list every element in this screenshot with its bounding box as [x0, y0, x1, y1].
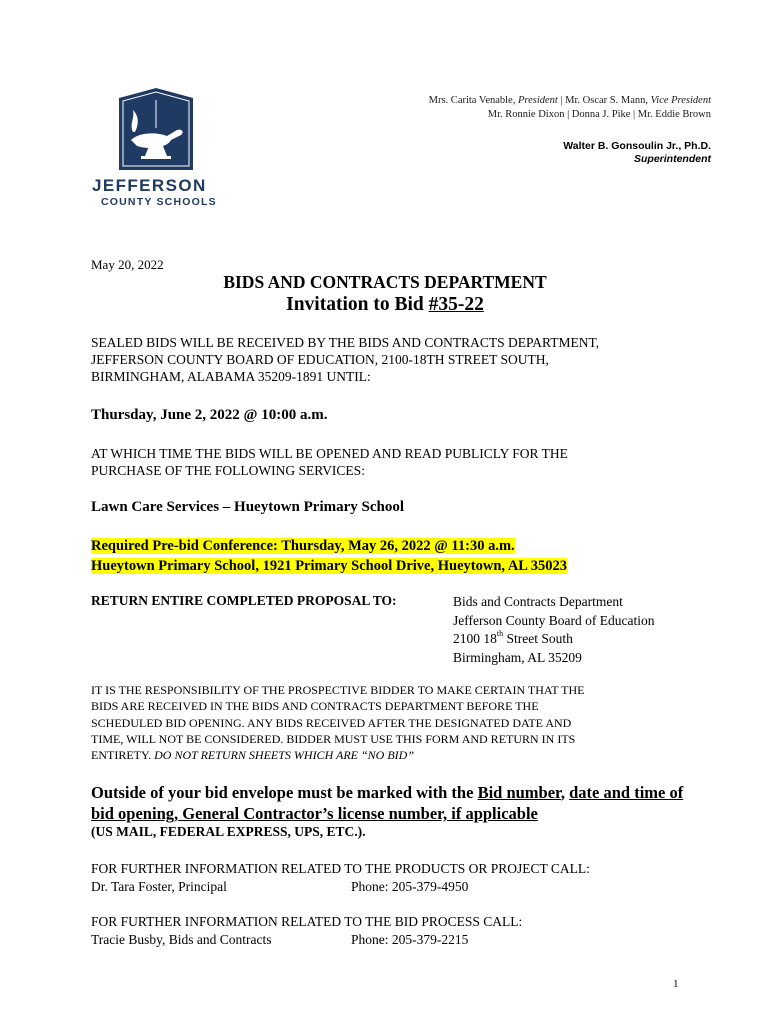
logo-subtitle: COUNTY SCHOOLS — [101, 196, 217, 208]
bid-contact-phone: Phone: 205-379-2215 — [351, 932, 469, 947]
prebid-conference — [91, 536, 567, 576]
invitation-title: Invitation to Bid #35-22 — [286, 294, 484, 315]
return-address: Bids and Contracts Department Jefferson County Board of Education 2100 18th Street South Birmingham, AL 35209 — [453, 594, 655, 665]
district-logo — [92, 88, 232, 208]
opening-paragraph: AT WHICH TIME THE BIDS WILL BE OPENED AND READ PUBLICLY FOR THE PURCHASE OF THE FOLLOWING SERVICES: — [91, 446, 568, 478]
lamp-shield-icon — [119, 88, 193, 170]
department-heading: BIDS AND CONTRACTS DEPARTMENT — [223, 272, 547, 292]
bid-deadline: Thursday, June 2, 2022 @ 10:00 a.m. — [91, 407, 328, 423]
bid-number: #35-22 — [428, 294, 484, 315]
page-number: 1 — [673, 978, 679, 990]
logo-wordmark: JEFFERSON — [92, 176, 207, 195]
bid-contact-name: Tracie Busby, Bids and Contracts — [91, 932, 272, 947]
superintendent-title: Superintendent — [633, 153, 711, 165]
prebid-date: Required Pre-bid Conference: Thursday, May 26, 2022 @ 11:30 a.m. — [91, 538, 515, 554]
document-date: May 20, 2022 — [91, 257, 164, 272]
responsibility-paragraph: IT IS THE RESPONSIBILITY OF THE PROSPECTIVE BIDDER TO MAKE CERTAIN THAT THE BIDS ARE RECEIVED IN THE BIDS AND CONTRACTS DEPARTMENT BEFORE THE SCHEDULED BID OPENING. ANY BIDS RECEIVED AFTER THE DESIGNATED DATE AND TIME, WILL NOT BE CONSIDERED. BIDDER MUST USE THIS FORM AND RETURN IN ITS ENTIRETY. DO NOT RETURN SHEETS WHICH ARE “NO BID” — [91, 683, 585, 763]
sealed-bids-paragraph: SEALED BIDS WILL BE RECEIVED BY THE BIDS AND CONTRACTS DEPARTMENT, JEFFERSON COUNTY BOARD OF EDUCATION, 2100-18TH STREET SOUTH, BIRMINGHAM, ALABAMA 35209-1891 UNTIL: — [91, 335, 600, 384]
project-contact-name: Dr. Tara Foster, Principal — [91, 879, 227, 894]
delivery-methods: (US MAIL, FEDERAL EXPRESS, UPS, ETC.). — [91, 824, 366, 839]
superintendent-block — [563, 140, 711, 166]
return-label: RETURN ENTIRE COMPLETED PROPOSAL TO: — [91, 593, 397, 608]
project-info-heading: FOR FURTHER INFORMATION RELATED TO THE PRODUCTS OR PROJECT CALL: — [91, 861, 590, 876]
service-title: Lawn Care Services – Hueytown Primary School — [91, 499, 405, 515]
envelope-instructions: Outside of your bid envelope must be marked with the Bid number, date and time of bid opening, General Contractor’s license number, if applicable — [91, 783, 684, 823]
project-contact-phone: Phone: 205-379-4950 — [351, 879, 469, 894]
superintendent-name: Walter B. Gonsoulin Jr., Ph.D. — [563, 140, 711, 152]
board-line-1: Mrs. Carita Venable, President | Mr. Oscar S. Mann, Vice President — [428, 95, 711, 106]
bid-process-info-heading: FOR FURTHER INFORMATION RELATED TO THE BID PROCESS CALL: — [91, 914, 523, 929]
board-members — [429, 94, 711, 122]
prebid-location: Hueytown Primary School, 1921 Primary School Drive, Hueytown, AL 35023 — [91, 558, 568, 574]
board-line-2: Mr. Ronnie Dixon | Donna J. Pike | Mr. Eddie Brown — [487, 109, 711, 120]
